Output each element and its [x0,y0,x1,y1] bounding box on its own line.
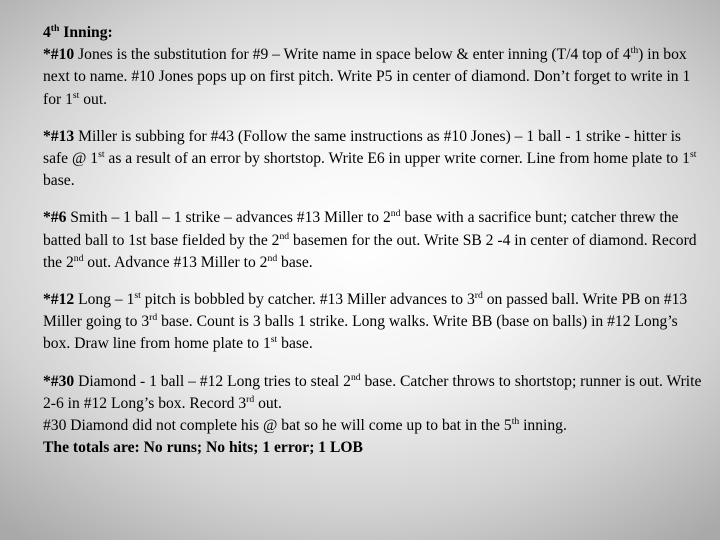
inning-heading-number: 4 [43,24,51,41]
text-run: base. Count is 3 balls 1 strike. Long walks. Write BB (base on balls) in #12 Long’s box. Draw line from home plate to 1 [43,313,678,353]
ordinal-suffix: nd [390,208,401,220]
bold-text: *#13 [43,127,75,145]
bold-text: *#10 [43,46,75,64]
ordinal-suffix: st [270,334,278,346]
ordinal-suffix: th [630,45,639,57]
ordinal-suffix: rd [246,393,255,405]
ordinal-suffix: nd [267,252,278,264]
text-run: basemen for the out. Write SB 2 -4 in center of diamond. Record the 2 [43,231,697,271]
text-run: Miller is subbing for #43 (Follow the same instructions as #10 Jones) – 1 ball - 1 strike - hitter is safe @ 1 [43,127,681,168]
text-run: base with a sacrifice bunt; catcher threw the batted ball to 1st base fielded by the 2 [43,209,679,249]
text-run: base. [43,172,75,190]
play-paragraph-p2 [43,126,703,193]
text-run: out. Advance #13 Miller to 2 [83,253,268,271]
text-run: pitch is bobbled by catcher. #13 Miller advances to 3 [140,291,475,309]
ordinal-suffix: rd [149,312,158,324]
play-by-play-list [43,44,703,459]
play-paragraph-p5 [43,371,703,460]
bold-text: *#6 [43,209,67,227]
text-run: ) in box next to name. #10 Jones pops up on first pitch. Write P5 in center of diamond. Don’t forget to write in 1 for 1 [43,46,691,108]
ordinal-suffix: st [72,89,80,101]
bold-text: *#30 [43,372,75,390]
text-run: Smith – 1 ball – 1 strike – advances #13 Miller to 2 [66,209,391,227]
bold-text: *#12 [43,291,75,309]
ordinal-suffix: nd [350,371,361,383]
text-run: inning. [519,417,567,435]
ordinal-suffix: th [511,415,520,427]
text-run: out. [79,90,108,108]
text-run: on passed ball. Write PB on #13 Miller going to 3 [43,291,688,331]
text-run: base. Catcher throws to shortstop; runner is out. Write 2-6 in #12 Long’s box. Record 3 [43,372,702,412]
inning-heading-ordinal: th [50,22,60,34]
ordinal-suffix: st [689,148,697,160]
text-run: #30 Diamond did not complete his @ bat so he will come up to bat in the 5 [43,417,512,435]
text-run: out. [254,394,282,412]
play-paragraph-p1 [43,44,703,111]
text-run: Jones is the substitution for #9 – Write name in space below & enter inning (T/4 top of 4 [74,46,631,64]
text-run: Diamond - 1 ball – #12 Long tries to steal 2 [74,372,351,390]
text-run: Long – 1 [74,291,135,309]
bold-text: The totals are: No runs; No hits; 1 error; 1 LOB [43,439,363,457]
text-run: base. [277,335,313,353]
ordinal-suffix: rd [474,289,483,301]
text-run: base. [277,253,313,271]
text-run: as a result of an error by shortstop. Write E6 in upper write corner. Line from home plate to 1 [104,150,690,168]
ordinal-suffix: nd [73,252,84,264]
inning-heading-label: Inning: [59,24,113,41]
inning-heading [43,22,703,44]
ordinal-suffix: st [98,148,105,160]
slide-content [43,22,703,474]
ordinal-suffix: st [134,289,141,301]
play-paragraph-p4 [43,289,703,356]
play-paragraph-p3 [43,207,703,274]
ordinal-suffix: nd [279,230,290,242]
